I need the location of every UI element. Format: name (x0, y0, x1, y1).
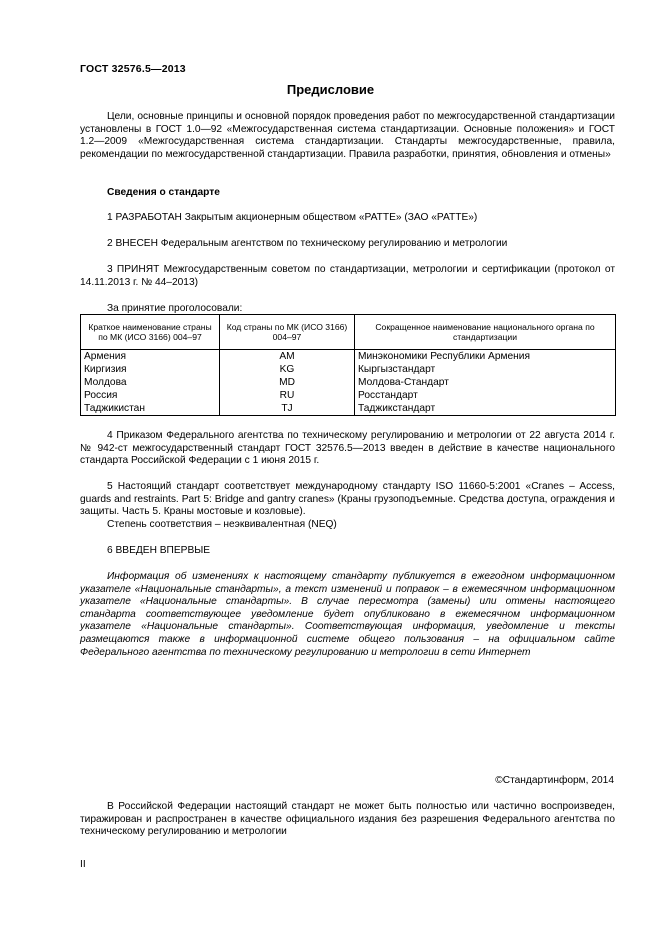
table-row (81, 389, 616, 402)
country-code: MD (220, 376, 355, 389)
amendments-notice: Информация об изменениях к настоящему стандарту публикуется в ежегодном информационном указателе «Национальные стандарты», а текст изменений и поправок – в ежемесячном информационном указателе «Национальные стандарты». В случае пересмотра (замены) или отмены настоящего стандарта соответствующее уведомление будет опубликовано в ежемесячном информационном указателе «Национальные стандарты». Соответствующая информация, уведомление и тексты размещаются также в информационной системе общего пользования – на официальном сайте Федерального агентства по техническому регулированию и метрологии в сети Интернет (80, 571, 615, 658)
country-name: Россия (81, 389, 220, 402)
item-2-submitted: 2 ВНЕСЕН Федеральным агентством по техническому регулированию и метрологии (107, 238, 508, 249)
country-code: AM (220, 350, 355, 364)
country-name: Таджикистан (81, 402, 220, 416)
table-row (81, 376, 616, 389)
country-code: TJ (220, 402, 355, 416)
table-row (81, 363, 616, 376)
header-national-body: Сокращенное наименование национального органа по стандартизации (355, 315, 616, 350)
copyright: ©Стандартинформ, 2014 (495, 775, 614, 786)
page-number: II (80, 859, 86, 870)
item-5-degree: Степень соответствия – неэквивалентная (NEQ) (107, 519, 337, 530)
national-body: Таджикстандарт (355, 402, 616, 416)
intro-paragraph: Цели, основные принципы и основной порядок проведения работ по межгосударственной стандартизации установлены в ГОСТ 1.0—92 «Межгосударственная система стандартизации. Основные положения» и ГОСТ 1.2—2009 «Межгосударственная система стандартизации. Стандарты межгосударственные, правила, рекомендации по межгосударственной стандартизации. Правила разработки, принятия, обновления и отмены» (80, 111, 615, 160)
country-name: Киргизия (81, 363, 220, 376)
rights-notice: В Российской Федерации настоящий стандарт не может быть полностью или частично воспроизведен, тиражирован и распространен в качестве официального издания без разрешения Федерального агентства по техническому регулированию и метрологии (80, 801, 615, 838)
voting-countries-table (80, 314, 616, 416)
standard-code-header: ГОСТ 32576.5—2013 (80, 63, 186, 75)
table-row (81, 350, 616, 364)
item-3-adopted: 3 ПРИНЯТ Межгосударственным советом по стандартизации, метрологии и сертификации (протокол от 14.11.2013 г. № 44–2013) (80, 264, 615, 288)
header-country-code: Код страны по МК (ИСО 3166) 004–97 (220, 315, 355, 350)
header-country-name: Краткое наименование страны по МК (ИСО 3166) 004–97 (81, 315, 220, 350)
table-caption: За принятие проголосовали: (107, 303, 243, 314)
country-code: KG (220, 363, 355, 376)
country-name: Армения (81, 350, 220, 364)
table-header-row (81, 315, 616, 350)
info-heading: Сведения о стандарте (107, 187, 220, 198)
national-body: Росстандарт (355, 389, 616, 402)
national-body: Кыргызстандарт (355, 363, 616, 376)
national-body: Молдова-Стандарт (355, 376, 616, 389)
country-name: Молдова (81, 376, 220, 389)
item-4-order: 4 Приказом Федерального агентства по техническому регулированию и метрологии от 22 августа 2014 г. № 942-ст межгосударственный стандарт ГОСТ 32576.5—2013 введен в действие в качестве национального стандарта Российской Федерации с 1 июня 2015 г. (80, 430, 615, 467)
item-1-developed: 1 РАЗРАБОТАН Закрытым акционерным обществом «РАТТЕ» (ЗАО «РАТТЕ») (107, 212, 478, 223)
item-5-conformity: 5 Настоящий стандарт соответствует международному стандарту ISO 11660-5:2001 «Cranes – Access, guards and restraints. Part 5: Bridge and gantry cranes» (Краны грузоподъемные. Средства доступа, ограждения и защиты. Часть 5. Краны мостовые и козловые). (80, 481, 615, 518)
page-title: Предисловие (286, 82, 375, 97)
table-row (81, 402, 616, 416)
item-6-introduced: 6 ВВЕДЕН ВПЕРВЫЕ (107, 545, 211, 556)
country-code: RU (220, 389, 355, 402)
national-body: Минэкономики Республики Армения (355, 350, 616, 364)
